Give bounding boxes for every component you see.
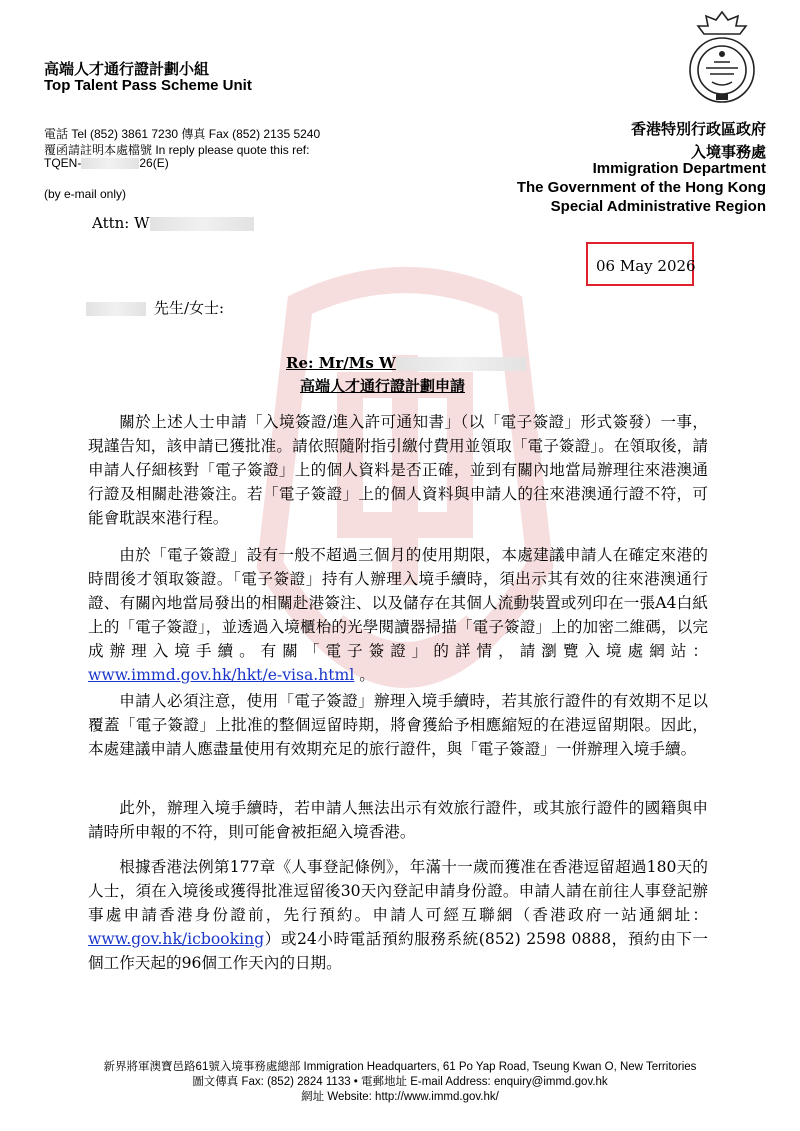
reference-suffix: 26(E) — [139, 156, 169, 170]
email-only-note: (by e-mail only) — [44, 187, 127, 201]
redaction-mask — [81, 158, 139, 169]
unit-name-english: Top Talent Pass Scheme Unit — [44, 77, 252, 94]
reference-number — [44, 156, 169, 170]
re-line — [286, 354, 526, 372]
icbooking-link[interactable]: www.gov.hk/icbooking — [88, 930, 265, 948]
redaction-mask — [150, 217, 254, 231]
attention-line — [92, 214, 254, 232]
redaction-mask — [396, 357, 526, 371]
paragraph-e-visa-validity — [88, 543, 708, 687]
paragraph-end: ）或24小時電話預約服務系統(852) 2598 0888，預約由下一個工作天起的96個工作天內的日期。 — [88, 930, 708, 972]
reference-prefix: TQEN- — [44, 156, 82, 170]
paragraph-end: 。 — [354, 666, 375, 684]
paragraph-text: 根據香港法例第177章《人事登記條例》，年滿十一歲而獲准在香港逗留超過180天的人士，須在入境後或獲得批准逗留後30天內登記申請身份證。申請人請在前往人事登記辦事處申請香港身份證前，先行預約。申請人可經互聯網（香港政府一站通網址： — [88, 858, 708, 924]
paragraph-refusal-warning: 此外，辦理入境手續時，若申請人無法出示有效旅行證件，或其旅行證件的國籍與申請時所申報的不符，則可能會被拒絕入境香港。 — [88, 799, 708, 841]
reply-reference-note: 覆函請註明本處檔號 In reply please quote this ref: — [44, 143, 310, 157]
footer-fax-email: 圖文傳真 Fax: (852) 2824 1133 • 電郵地址 E-mail Address: enquiry@immd.gov.hk — [192, 1076, 608, 1088]
redaction-mask — [86, 302, 146, 316]
letter-date: 06 May 2026 — [596, 257, 696, 275]
immigration-department-crest-icon — [676, 10, 768, 110]
e-visa-link[interactable]: www.immd.gov.hk/hkt/e-visa.html — [88, 666, 355, 684]
paragraph-text: 由於「電子簽證」設有一般不超過三個月的使用期限，本處建議申請人在確定來港的時間後才領取簽證。「電子簽證」持有人辦理入境手續時，須出示其有效的往來港澳通行證、有關內地當局發出的相關赴港簽注、以及儲存在其個人流動裝置或列印在一張A4白紙上的「電子簽證」，並透過入境櫃枱的光學閱讀器掃描「電子簽證」上的加密二維碼，以完成辦理入境手續。有關「電子簽證」的詳情，請瀏覽入境處網站： — [88, 546, 708, 660]
re-name: Re: Mr/Ms W — [286, 354, 396, 372]
salutation — [86, 297, 224, 318]
government-name-chinese: 香港特別行政區政府 — [630, 121, 766, 138]
footer-website: 網址 Website: http://www.immd.gov.hk/ — [301, 1091, 499, 1103]
attention-name: Attn: W — [92, 214, 150, 232]
salutation-text: 先生/女士: — [154, 299, 225, 317]
footer-address: 新界將軍澳寶邑路61號入境事務處總部 Immigration Headquarters, 61 Po Yap Road, Tseung Kwan O, New Territories — [103, 1061, 697, 1073]
paragraph-travel-document-validity: 申請人必須注意，使用「電子簽證」辦理入境手續時，若其旅行證件的有效期不足以覆蓋「電子簽證」上批准的整個逗留時期，將會獲給予相應縮短的在港逗留期限。因此，本處建議申請人應盡量使用有效期充足的旅行證件，與「電子簽證」一併辦理入境手續。 — [88, 692, 708, 758]
paragraph-identity-card — [88, 855, 708, 975]
contact-phone-fax: 電話 Tel (852) 3861 7230 傳真 Fax (852) 2135 5240 — [44, 127, 321, 141]
department-name-line-3: Special Administrative Region — [550, 198, 766, 215]
department-name-line-1: Immigration Department — [592, 160, 766, 177]
subject-title: 高端人才通行證計劃申請 — [300, 377, 466, 395]
paragraph-approval: 關於上述人士申請「入境簽證/進入許可通知書」（以「電子簽證」形式簽發）一事，現謹告知，該申請已獲批准。請依照隨附指引繳付費用並領取「電子簽證」。在領取後，請申請人仔細核對「電子簽證」上的個人資料是否正確，並到有關內地當局辦理往來港澳通行證及相關赴港簽注。若「電子簽證」上的個人資料與申請人的往來港澳通行證不符，可能會耽誤來港行程。 — [88, 413, 708, 527]
unit-name-chinese: 高端人才通行證計劃小組 — [44, 61, 210, 78]
department-name-english — [517, 159, 766, 216]
department-name-line-2: The Government of the Hong Kong — [516, 179, 766, 196]
department-name-chinese: 入境事務處 — [690, 144, 766, 161]
